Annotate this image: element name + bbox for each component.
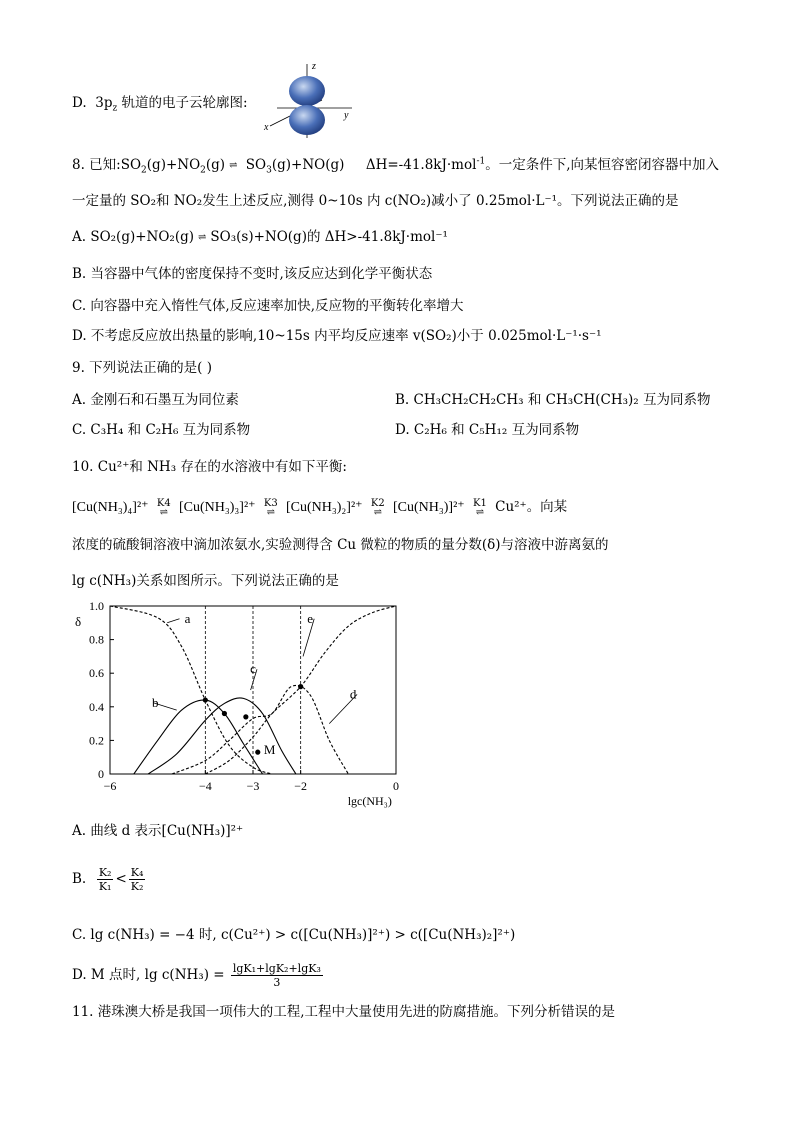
lgk-num: lgK₁+lgK₂+lgK₃	[232, 962, 321, 975]
complex-cu-nh3-3: [Cu(NH₃)₃]²⁺	[179, 500, 256, 515]
intersection-point	[203, 697, 208, 702]
x-tick-label: −6	[103, 779, 117, 793]
complex-cu-nh3-4: [Cu(NH₃)₄]²⁺	[72, 500, 149, 515]
q8-stem-line2: 一定量的 SO₂和 NO₂发生上述反应,测得 0~10s 内 c(NO₂)减小了 0.25mol·L⁻¹。下列说法正确的是	[72, 193, 679, 209]
q10-equilibria	[72, 498, 567, 517]
k3-label: K3	[263, 497, 278, 509]
y-tick-label: 1.0	[89, 599, 104, 613]
curve-label-c: c	[250, 661, 256, 677]
q8-stem-b: (g)+NO	[146, 157, 201, 173]
intersection-point	[243, 714, 248, 719]
orbital-lobe-bottom	[289, 105, 325, 135]
k4-label: K4	[156, 497, 171, 509]
q8-stem-c: (g)	[205, 157, 226, 173]
q10-stem-line1: 10. Cu²⁺和 NH₃ 存在的水溶液中有如下平衡:	[72, 459, 347, 475]
curve-label-b: b	[152, 694, 159, 710]
q8-stem-d: SO	[245, 157, 267, 173]
intersection-point	[222, 711, 227, 716]
less-than-sign: <	[115, 871, 127, 887]
q7-option-d	[72, 94, 248, 112]
frac1-num: K₂	[98, 866, 112, 879]
y-tick-label: 0.2	[89, 733, 104, 748]
fraction-k2-k1	[97, 866, 114, 893]
q8-option-d: D. 不考虑反应放出热量的影响,10~15s 内平均反应速率 v(SO₂)小于 0.025mol·L⁻¹·s⁻¹	[72, 328, 602, 344]
q9-option-c: C. C₃H₄ 和 C₂H₆ 互为同系物	[72, 422, 251, 438]
q8-stem-a: 8. 已知:SO	[72, 157, 142, 173]
y-axis-label: δ	[75, 614, 82, 629]
equilibrium-k3: K3 ⇌	[263, 497, 278, 518]
equilibrium-arrow-icon: ⇌	[198, 232, 207, 243]
fraction-k4-k2	[129, 866, 146, 893]
curve-label-a: a	[184, 610, 191, 626]
q10-option-d-label: D. M 点时, lg c(NH₃) =	[72, 967, 225, 983]
q8-stem-e: (g)+NO(g)	[271, 157, 345, 173]
intersection-point	[255, 750, 260, 755]
q8-stem-f: ΔH=-41.8kJ·mol	[365, 157, 477, 173]
x-tick-label: −3	[246, 779, 260, 793]
q11-stem: 11. 港珠澳大桥是我国一项伟大的工程,工程中大量使用先进的防腐措施。下列分析错误的是	[72, 1004, 616, 1020]
q8-option-a	[72, 228, 448, 246]
y-tick-label: 0.8	[89, 632, 104, 647]
pz-orbital-figure	[262, 60, 362, 140]
series-a-curve	[110, 606, 272, 774]
x-tick-label: −2	[294, 779, 308, 793]
x-axis-label: lgc(NH₃)	[347, 794, 392, 808]
distribution-chart	[70, 596, 410, 811]
q10-option-b-label: B.	[72, 871, 87, 887]
complex-cu-nh3-1: [Cu(NH₃)]²⁺	[393, 500, 465, 515]
q9-option-b: B. CH₃CH₂CH₂CH₃ 和 CH₃CH(CH₃)₂ 互为同系物	[395, 392, 711, 408]
equilibrium-arrow-icon: ⇌	[229, 160, 238, 171]
q9-option-a: A. 金刚石和石墨互为同位素	[72, 392, 239, 408]
q8-stem-g: 。一定条件下,向某恒容密闭容器中加入	[485, 157, 720, 173]
q10-stem-tail: 。向某	[526, 499, 568, 515]
x-tick-label: 0	[393, 779, 399, 793]
series-b-curve	[134, 700, 263, 774]
axis-y-label: y	[344, 110, 349, 121]
curve-a-leader	[167, 619, 179, 623]
series-c-curve	[148, 698, 296, 774]
frac2-den: K₂	[130, 880, 144, 893]
k1-label: K1	[472, 497, 487, 509]
equilibrium-k2: K2 ⇌	[370, 497, 385, 518]
q8-option-c: C. 向容器中充入惰性气体,反应速率加快,反应物的平衡转化率增大	[72, 298, 464, 314]
y-tick-label: 0	[98, 767, 104, 781]
axis-x-label: x	[264, 122, 269, 133]
q7d-label: D.	[72, 95, 87, 111]
x-tick-label: −4	[198, 779, 212, 793]
y-tick-label: 0.4	[89, 699, 104, 714]
q10-stem-line3: lg c(NH₃)关系如图所示。下列说法正确的是	[72, 573, 339, 589]
q10-option-d	[72, 962, 325, 989]
q10-option-a: A. 曲线 d 表示[Cu(NH₃)]²⁺	[72, 823, 244, 839]
q7d-text: 轨道的电子云轮廓图:	[121, 95, 248, 111]
q7d-orbital: 3p	[95, 95, 113, 111]
curve-label-e: e	[307, 610, 314, 626]
frac1-den: K₁	[98, 880, 112, 893]
orbital-lobe-top	[289, 76, 325, 106]
q7d-sub: z	[112, 103, 118, 114]
axis-z-label: z	[312, 61, 316, 72]
y-tick-label: 0.6	[89, 666, 104, 681]
q8-option-a-tail: SO₃(s)+NO(g)的 ΔH>-41.8kJ·mol⁻¹	[210, 229, 448, 245]
q8-option-b: B. 当容器中气体的密度保持不变时,该反应达到化学平衡状态	[72, 266, 433, 282]
equilibrium-k1: K1 ⇌	[472, 497, 487, 518]
q10-option-c: C. lg c(NH₃) = −4 时, c(Cu²⁺) > c([Cu(NH₃)]²⁺) > c([Cu(NH₃)₂]²⁺)	[72, 927, 516, 943]
curve-label-d: d	[349, 686, 357, 702]
curve-label-M: M	[263, 741, 276, 757]
k2-label: K2	[370, 497, 385, 509]
equilibrium-k4: K4 ⇌	[156, 497, 171, 518]
frac2-num: K₄	[130, 866, 144, 879]
q9-option-d: D. C₂H₆ 和 C₅H₁₂ 互为同系物	[395, 422, 580, 438]
q9-stem: 9. 下列说法正确的是( )	[72, 360, 212, 376]
q8-option-a-head: A. SO₂(g)+NO₂(g)	[72, 229, 195, 245]
cu-ion: Cu²⁺	[495, 499, 527, 515]
lgk-den: 3	[273, 976, 281, 989]
intersection-point	[298, 684, 303, 689]
q10-stem-line2: 浓度的硫酸铜溶液中滴加浓氨水,实验测得含 Cu 微粒的物质的量分数(δ)与溶液中游离氨的	[72, 537, 609, 553]
fraction-lgk	[231, 962, 323, 989]
series-d-curve	[172, 685, 348, 774]
complex-cu-nh3-2: [Cu(NH₃)₂]²⁺	[286, 500, 363, 515]
q8-stem-line1: 8. 已知$:SO_2(g)+NO_2(g)$ ⇌ $SO_3(g)+NO(g)$ ΔH=-41.8kJ·mol$^{-1}$。一定条件下,向某恒容密闭容器中加入	[72, 156, 720, 176]
q10-option-b	[72, 866, 147, 893]
